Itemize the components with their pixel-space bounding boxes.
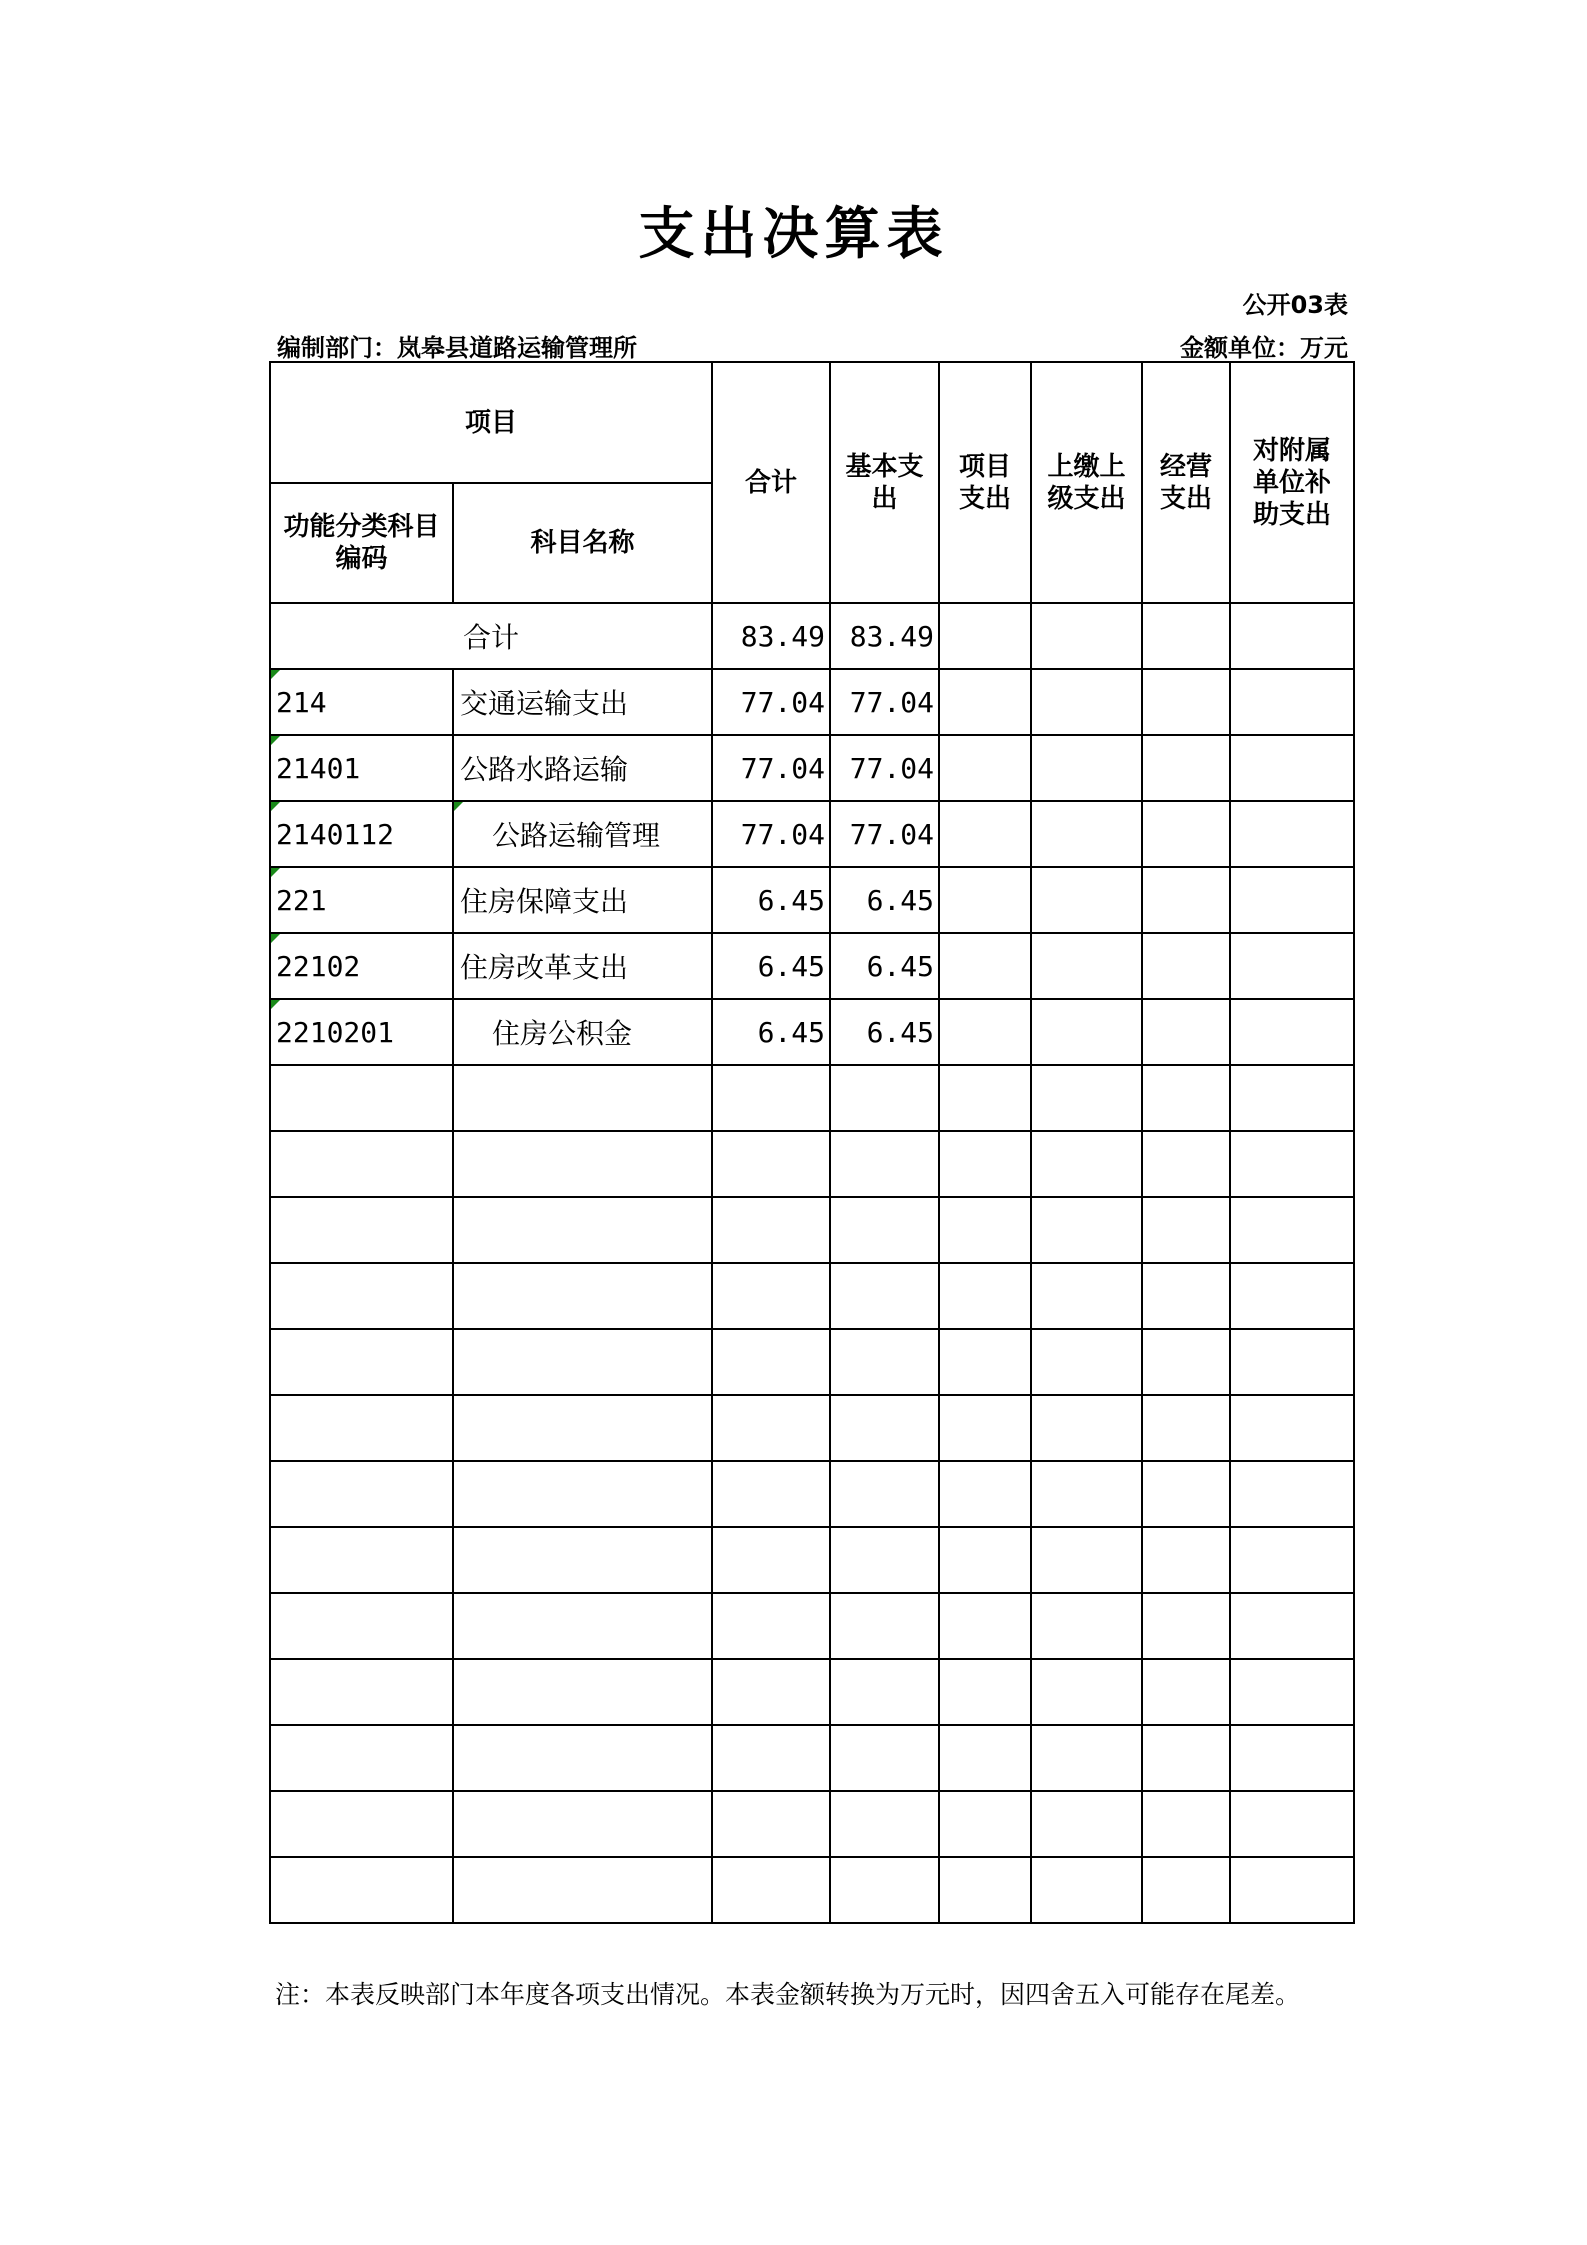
empty-cell [939,1461,1031,1527]
empty-cell [1230,1197,1354,1263]
row-project [939,933,1031,999]
row-subsidy [1230,735,1354,801]
empty-cell [1142,1197,1230,1263]
total-row-upper [1031,603,1142,669]
empty-cell [1142,1395,1230,1461]
empty-row [270,1593,1354,1659]
empty-cell [830,1659,939,1725]
row-basic: 6.45 [830,933,939,999]
total-row-total: 83.49 [712,603,830,669]
empty-cell [1031,1065,1142,1131]
row-project [939,801,1031,867]
empty-cell [453,1461,712,1527]
table-row [270,669,1354,735]
empty-cell [939,1395,1031,1461]
account-code: 221 [270,867,453,933]
empty-cell [830,1593,939,1659]
empty-cell [1142,1263,1230,1329]
account-name: 住房保障支出 [453,867,712,933]
empty-cell [270,1263,453,1329]
empty-row [270,1461,1354,1527]
empty-cell [1142,1527,1230,1593]
empty-cell [712,1065,830,1131]
empty-cell [453,1065,712,1131]
empty-cell [1031,1461,1142,1527]
row-subsidy [1230,933,1354,999]
empty-cell [712,1857,830,1923]
empty-cell [830,1197,939,1263]
empty-cell [1230,1857,1354,1923]
header-basic: 基本支出 [830,362,939,603]
empty-cell [1142,1593,1230,1659]
row-project [939,735,1031,801]
row-subsidy [1230,999,1354,1065]
empty-cell [270,1791,453,1857]
empty-cell [1230,1065,1354,1131]
empty-cell [453,1659,712,1725]
empty-cell [830,1461,939,1527]
row-subsidy [1230,801,1354,867]
header-upper: 上缴上级支出 [1031,362,1142,603]
total-row-label: 合计 [270,603,712,669]
account-name: 住房公积金 [453,999,712,1065]
empty-cell [270,1065,453,1131]
empty-cell [270,1395,453,1461]
empty-cell [1230,1593,1354,1659]
empty-cell [453,1857,712,1923]
empty-cell [830,1065,939,1131]
empty-cell [1230,1527,1354,1593]
empty-cell [453,1197,712,1263]
empty-cell [1031,1131,1142,1197]
empty-cell [453,1395,712,1461]
empty-row [270,1725,1354,1791]
empty-cell [939,1593,1031,1659]
account-code: 2140112 [270,801,453,867]
empty-row [270,1131,1354,1197]
empty-cell [712,1461,830,1527]
row-total: 6.45 [712,867,830,933]
empty-cell [830,1791,939,1857]
row-basic: 77.04 [830,735,939,801]
account-name: 交通运输支出 [453,669,712,735]
empty-cell [1230,1791,1354,1857]
empty-row [270,1329,1354,1395]
table-row [270,867,1354,933]
empty-cell [712,1131,830,1197]
empty-cell [270,1857,453,1923]
empty-cell [712,1527,830,1593]
row-upper [1031,867,1142,933]
row-operate [1142,735,1230,801]
empty-cell [453,1593,712,1659]
empty-cell [453,1725,712,1791]
row-upper [1031,801,1142,867]
empty-cell [1031,1329,1142,1395]
empty-row [270,1791,1354,1857]
empty-cell [939,1329,1031,1395]
empty-cell [1142,1131,1230,1197]
account-code: 21401 [270,735,453,801]
empty-cell [1031,1725,1142,1791]
empty-cell [712,1395,830,1461]
empty-cell [1031,1857,1142,1923]
row-operate [1142,801,1230,867]
total-row-project [939,603,1031,669]
empty-cell [270,1131,453,1197]
empty-cell [830,1527,939,1593]
empty-cell [939,1659,1031,1725]
row-total: 77.04 [712,801,830,867]
row-project [939,867,1031,933]
empty-cell [453,1527,712,1593]
empty-cell [1142,1857,1230,1923]
header-total: 合计 [712,362,830,603]
empty-row [270,1395,1354,1461]
empty-cell [712,1725,830,1791]
table-row [270,933,1354,999]
empty-cell [1230,1395,1354,1461]
empty-cell [830,1329,939,1395]
empty-cell [712,1329,830,1395]
empty-cell [453,1263,712,1329]
empty-cell [1031,1395,1142,1461]
empty-row [270,1857,1354,1923]
row-operate [1142,867,1230,933]
empty-cell [939,1197,1031,1263]
empty-cell [830,1263,939,1329]
expenditure-table [269,361,1355,1924]
empty-cell [1142,1791,1230,1857]
empty-cell [1142,1065,1230,1131]
row-total: 77.04 [712,669,830,735]
row-total: 6.45 [712,933,830,999]
row-upper [1031,735,1142,801]
header-operate: 经营支出 [1142,362,1230,603]
row-basic: 77.04 [830,669,939,735]
empty-cell [939,1791,1031,1857]
header-name: 科目名称 [453,483,712,603]
empty-row [270,1197,1354,1263]
header-subsidy: 对附属单位补助支出 [1230,362,1354,603]
row-basic: 6.45 [830,867,939,933]
empty-cell [830,1395,939,1461]
empty-cell [1031,1527,1142,1593]
row-upper [1031,933,1142,999]
empty-cell [939,1263,1031,1329]
row-total: 77.04 [712,735,830,801]
row-basic: 77.04 [830,801,939,867]
empty-row [270,1065,1354,1131]
row-basic: 6.45 [830,999,939,1065]
empty-cell [1031,1791,1142,1857]
empty-cell [270,1461,453,1527]
empty-cell [270,1527,453,1593]
row-upper [1031,669,1142,735]
empty-cell [1142,1461,1230,1527]
total-row-basic: 83.49 [830,603,939,669]
table-row [270,735,1354,801]
empty-cell [1031,1659,1142,1725]
account-code: 2210201 [270,999,453,1065]
account-code: 214 [270,669,453,735]
unit-label: 金额单位：万元 [1180,334,1348,362]
page-title: 支出决算表 [638,201,949,267]
empty-cell [270,1725,453,1791]
empty-cell [939,1065,1031,1131]
empty-row [270,1527,1354,1593]
empty-cell [453,1791,712,1857]
empty-cell [1230,1659,1354,1725]
account-name: 公路运输管理 [453,801,712,867]
empty-cell [1031,1593,1142,1659]
empty-cell [712,1263,830,1329]
empty-row [270,1659,1354,1725]
empty-cell [830,1131,939,1197]
form-number: 公开03表 [1242,291,1348,319]
empty-cell [712,1791,830,1857]
empty-cell [1230,1725,1354,1791]
empty-cell [453,1329,712,1395]
empty-cell [830,1725,939,1791]
empty-cell [939,1527,1031,1593]
account-name: 公路水路运输 [453,735,712,801]
empty-cell [1230,1329,1354,1395]
empty-cell [1031,1263,1142,1329]
table-row [270,999,1354,1065]
empty-cell [830,1857,939,1923]
empty-cell [939,1857,1031,1923]
empty-cell [712,1593,830,1659]
empty-cell [270,1197,453,1263]
total-row-subsidy [1230,603,1354,669]
empty-cell [712,1659,830,1725]
empty-cell [1031,1197,1142,1263]
empty-cell [453,1131,712,1197]
header-code: 功能分类科目编码 [270,483,453,603]
empty-cell [270,1329,453,1395]
row-project [939,999,1031,1065]
empty-cell [270,1659,453,1725]
empty-cell [1142,1329,1230,1395]
empty-cell [270,1593,453,1659]
account-code: 22102 [270,933,453,999]
table-row [270,801,1354,867]
empty-cell [712,1197,830,1263]
footnote: 注：本表反映部门本年度各项支出情况。本表金额转换为万元时，因四舍五入可能存在尾差。 [275,1980,1301,2009]
empty-cell [1230,1131,1354,1197]
row-operate [1142,999,1230,1065]
account-name: 住房改革支出 [453,933,712,999]
empty-cell [939,1725,1031,1791]
row-operate [1142,933,1230,999]
header-row-1 [270,362,1354,483]
row-subsidy [1230,669,1354,735]
empty-cell [1230,1263,1354,1329]
row-subsidy [1230,867,1354,933]
department-label: 编制部门：岚皋县道路运输管理所 [277,334,637,362]
total-row-operate [1142,603,1230,669]
row-operate [1142,669,1230,735]
row-total: 6.45 [712,999,830,1065]
empty-row [270,1263,1354,1329]
empty-cell [1230,1461,1354,1527]
total-row [270,603,1354,669]
header-project: 项目支出 [939,362,1031,603]
empty-cell [1142,1725,1230,1791]
row-project [939,669,1031,735]
header-item: 项目 [270,362,712,483]
row-upper [1031,999,1142,1065]
empty-cell [939,1131,1031,1197]
empty-cell [1142,1659,1230,1725]
